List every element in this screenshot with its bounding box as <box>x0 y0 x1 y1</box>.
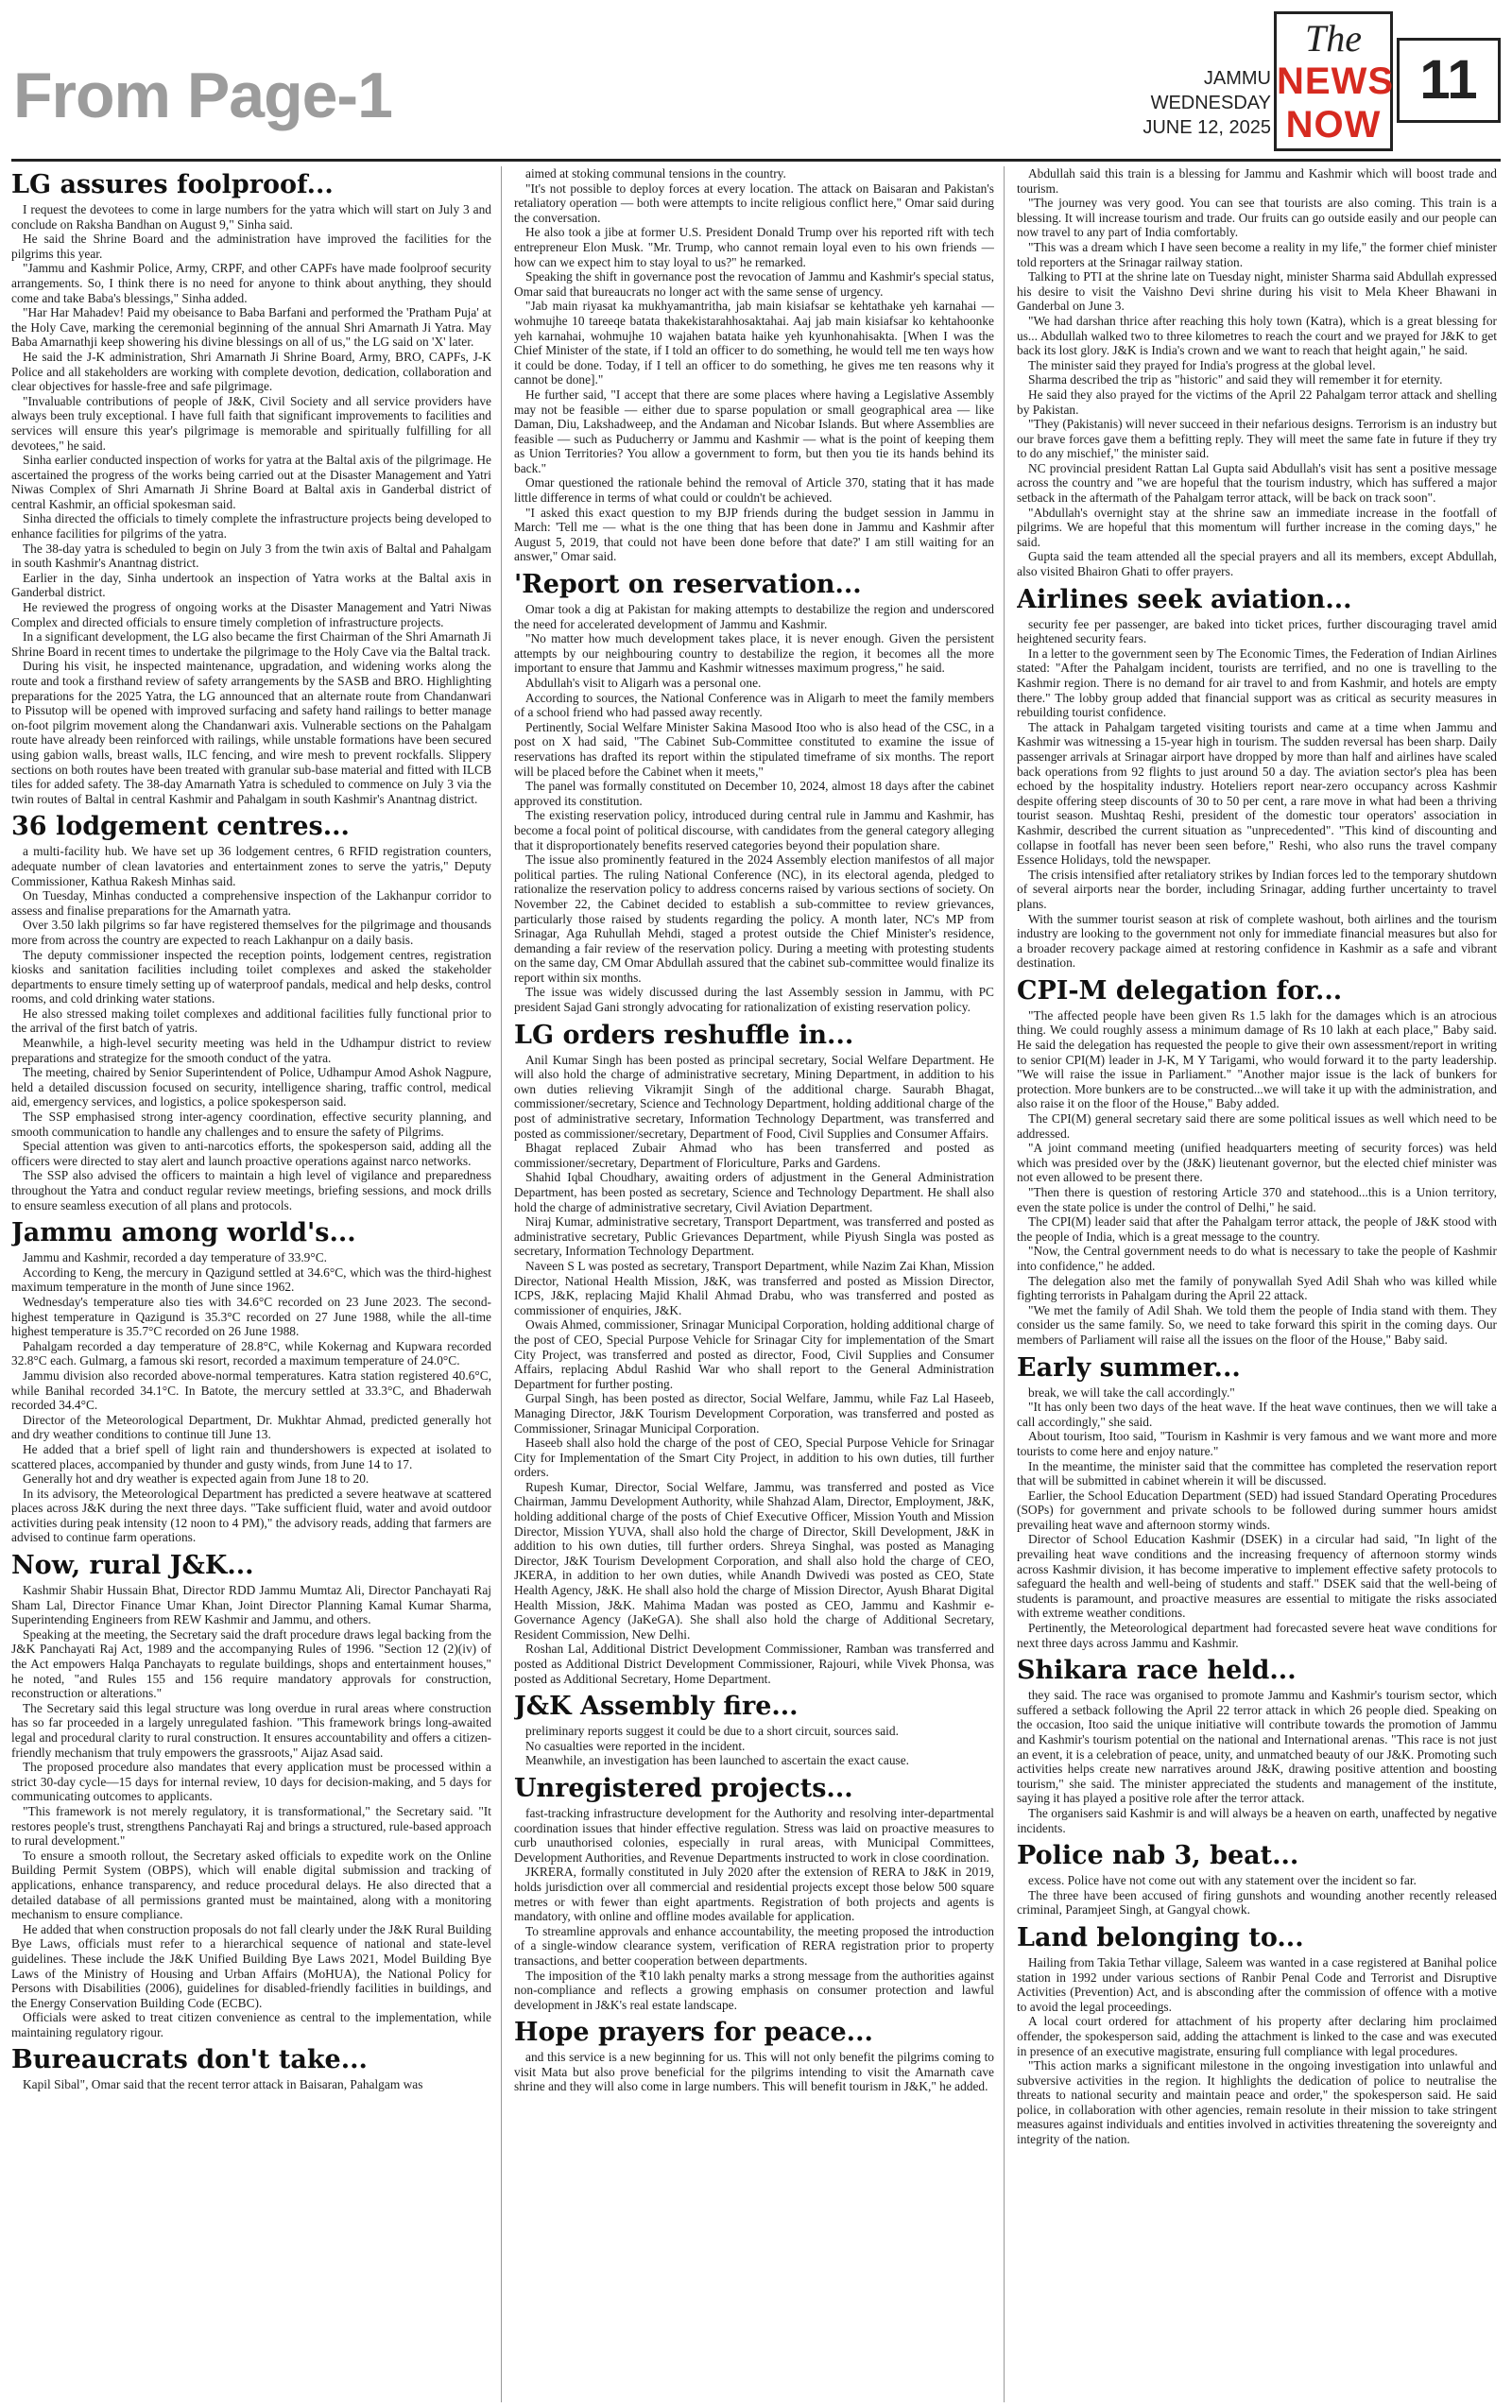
article-paragraph: Niraj Kumar, administrative secretary, Transport Department, was transferred and posted as administrative secretary, Public Grievances Department, while Piyush Singla was posted as secretary, Information Technology Department. <box>514 1214 994 1259</box>
article-paragraph: Officials were asked to treat citizen convenience as central to the implementation, while maintaining regulatory rigour. <box>11 2010 491 2039</box>
article-paragraph: "Abdullah's overnight stay at the shrine saw an immediate increase in the footfall of pilgrims. We are hopeful that this momentum will further increase in the coming days," he said. <box>1017 505 1497 549</box>
article <box>514 1692 994 1768</box>
article-headline: J&K Assembly fire... <box>514 1692 799 1722</box>
dateline-date: JUNE 12, 2025 <box>1143 117 1271 138</box>
article-headline: Police nab 3, beat... <box>1017 1841 1299 1871</box>
article-paragraph: Gurpal Singh, has been posted as director, Social Welfare, Jammu, while Faz Lal Haseeb, Managing Director, J&K Tourism Development Corporation, was transferred and posted as Commissioner, Srinagar Municipal Corporation. <box>514 1391 994 1436</box>
article-paragraph: Earlier, the School Education Department (SED) had issued Standard Operating Procedures (SOPs) for government and private schools to be followed during summer hours amidst prevailing heat wave and afternoon stormy winds. <box>1017 1488 1497 1532</box>
article-paragraph: JKRERA, formally constituted in July 2020 after the extension of RERA to J&K in 2019, holds jurisdiction over all commercial and residential projects except those below 500 square metres or with fewer than eight apartments. Registration of both projects and agents is mandatory, with online and offline modes available for application. <box>514 1865 994 1924</box>
masthead <box>0 0 1512 161</box>
article-paragraph: Bhagat replaced Zubair Ahmad who has been transferred and posted as commissioner/secretary, Department of Floriculture, Parks and Gardens. <box>514 1141 994 1170</box>
article <box>1017 1353 1497 1651</box>
article-paragraph: The existing reservation policy, introduced during central rule in Jammu and Kashmir, has become a focal point of political discourse, with candidates from the general category alleging that it disproportionately benefits reserved categories beyond their population share. <box>514 808 994 852</box>
article-paragraph: "They (Pakistanis) will never succeed in their nefarious designs. Terrorism is an industry but our brave forces gave them a befitting reply. They will meet the same fate in future if they try to do any mischief," the minister said. <box>1017 417 1497 461</box>
article-paragraph: Director of the Meteorological Department, Dr. Mukhtar Ahmad, predicted generally hot and dry weather conditions to continue till June 13. <box>11 1412 491 1442</box>
article-paragraph: The proposed procedure also mandates that every application must be processed within a strict 30-day cycle—15 days for internal review, 10 days for decision-making, and 5 days for communicating outcomes to applicants. <box>11 1760 491 1804</box>
article-paragraph: Special attention was given to anti-narcotics efforts, the spokesperson said, adding all the officers were directed to stay alert and launch proactive operations against narco networks. <box>11 1139 491 1168</box>
article-paragraph: The three have been accused of firing gunshots and wounding another recently released criminal, Paramjeet Singh, at Gangyal chowk. <box>1017 1887 1497 1918</box>
article-paragraph: With the summer tourist season at risk of complete washout, both airlines and the tourism industry are looking to the government not only for immediate financial measures but also for a broader recovery package aimed at restoring confidence in Kashmir as a safe and vibrant destination. <box>1017 911 1497 971</box>
article-paragraph: "It has only been two days of the heat wave. If the heat wave continues, then we will take a call accordingly," she said. <box>1017 1400 1497 1429</box>
article <box>11 170 491 806</box>
column-divider <box>1004 166 1005 2402</box>
article-paragraph: The minister said they prayed for India's progress at the global level. <box>1028 357 1376 372</box>
article-paragraph: Over 3.50 lakh pilgrims so far have registered themselves for the pilgrimage and thousands more from across the country are expected to reach Lakhanpur on a daily basis. <box>11 918 491 947</box>
article-paragraph: fast-tracking infrastructure development for the Authority and resolving inter-departmental coordination issues that hinder effective regulation. Stress was laid on proactive measures to curb unauthorised colonies, especially in rural areas, with Municipal Committees, Development Authorities, and Revenue Departments instructed to work in close coordination. <box>514 1805 994 1865</box>
article-paragraph: Naveen S L was posted as secretary, Transport Department, while Nazim Zai Khan, Mission Director, National Health Mission, J&K, was transferred and posted as Mission Director, ICPS, J&K, replacing Majid Khalil Ahmad Drabu, who was transferred and posted as commissioner of enquiries, J&K. <box>514 1258 994 1317</box>
article-headline: Bureaucrats don't take... <box>11 2045 368 2075</box>
article-paragraph: According to sources, the National Conference was in Aligarh to meet the family members of a school friend who had passed away recently. <box>514 690 994 720</box>
article-paragraph: The organisers said Kashmir is and will always be a heaven on earth, unaffected by negative incidents. <box>1017 1805 1497 1835</box>
article-headline: Airlines seek aviation... <box>1017 584 1352 614</box>
article-paragraph: "We had darshan thrice after reaching this holy town (Katra), which is a great blessing for us... Abdullah walked two to three kilometres to reach the court and we prayed for J&K to get back its lost glory. J&K is India's crown and we want to reach that height again," he said. <box>1017 313 1497 358</box>
article-paragraph: About tourism, Itoo said, "Tourism in Kashmir is very famous and we want more and more tourists to come here and enjoy nature." <box>1017 1429 1497 1458</box>
article <box>514 1774 994 2012</box>
article <box>1017 1923 1497 2147</box>
page-number: 11 <box>1397 38 1501 123</box>
article-headline: Land belonging to... <box>1017 1922 1304 1952</box>
article-headline: Jammu among world's... <box>11 1218 356 1248</box>
article-paragraph: He reviewed the progress of ongoing works at the Disaster Management and Yatri Niwas Complex and directed officials to ensure timely completion of infrastructure projects. <box>11 600 491 629</box>
article-paragraph: The panel was formally constituted on December 10, 2024, almost 18 days after the cabinet approved its constitution. <box>514 779 994 808</box>
article-paragraph: He said they also prayed for the victims of the April 22 Pahalgam terror attack and shelling by Pakistan. <box>1017 387 1497 417</box>
article-paragraph: "Jammu and Kashmir Police, Army, CRPF, and other CAPFs have made foolproof security arrangements. So, I think there is no need for anyone to think about anything, they should come and take Baba's blessings," Sinha added. <box>11 261 491 305</box>
article-paragraph: The issue was widely discussed during the last Assembly session in Jammu, with PC president Sajad Gani strongly advocating for rationalization of existing reservation policy. <box>514 985 994 1015</box>
article-paragraph: No casualties were reported in the incident. <box>525 1738 746 1753</box>
article-paragraph: He added that a brief spell of light rain and thundershowers is expected at isolated to scattered places, accompanied by thunder and gusty winds, from June 14 to 17. <box>11 1441 491 1471</box>
article-paragraph: On Tuesday, Minhas conducted a comprehensive inspection of the Lakhanpur corridor to assess and finalise preparations for the Amarnath yatra. <box>11 888 491 918</box>
article-paragraph: He said the J-K administration, Shri Amarnath Ji Shrine Board, Army, BRO, CAPFs, J-K Police and all stakeholders are working with complete devotion, dedication, collaboration and clear objectives for hassle-free and safe pilgrimage. <box>11 349 491 394</box>
article-paragraph: "Jab main riyasat ka mukhyamantritha, jab main kisiafsar se kehtathake yeh karnahai — wohmujhe 10 tareeqe batata thakekistarahhosaktahai. Aaj jab main kisiafsar ko kehtahoonke yeh karnahai, wohmujhe 10 wajahen batata haike yeh kyunhonahisakta. [When I was the Chief Minister of the state, if I told an officer to do something, he would tell me ten ways how it could be done. Today, if I tell an officer to do something, he gives me ten reasons why it cannot be done]." <box>514 299 994 387</box>
article-paragraph: He said the Shrine Board and the administration have improved the facilities for the pilgrims this year. <box>11 232 491 261</box>
article-paragraph: Abdullah's visit to Aligarh was a personal one. <box>525 676 762 690</box>
article-paragraph: preliminary reports suggest it could be due to a short circuit, sources said. <box>525 1724 899 1739</box>
newspaper-logo <box>1274 11 1393 151</box>
article-paragraph: Abdullah said this train is a blessing for Jammu and Kashmir which will boost trade and tourism. <box>1017 166 1497 196</box>
article <box>11 2045 491 2092</box>
dateline-city: JAMMU <box>1203 68 1271 89</box>
article-paragraph: The meeting, chaired by Senior Superintendent of Police, Udhampur Amod Ashok Nagpure, held a detailed discussion focused on security, intelligence sharing, traffic control, medical aid, emergency services, and logistics, a police spokesperson said. <box>11 1065 491 1109</box>
article <box>514 570 994 1015</box>
article-paragraph: Wednesday's temperature also ties with 34.6°C recorded on 23 June 2023. The second-highest temperature in Qazigund is 35.3°C recorded on 27 June 1988, while the all-time highest temperature is 35.7°C recorded on 26 June 1988. <box>11 1294 491 1339</box>
article <box>11 812 491 1213</box>
article-paragraph: "It's not possible to deploy forces at every location. The attack on Baisaran and Pakistan's retaliatory operation — both were attempts to incite religious conflict here," Omar said during the conversation. <box>514 181 994 225</box>
article-paragraph: "Now, the Central government needs to do what is necessary to take the people of Kashmir into confidence," he added. <box>1017 1244 1497 1273</box>
article-headline: LG orders reshuffle in... <box>514 1020 854 1050</box>
article <box>1017 166 1497 579</box>
article-paragraph: The Secretary said this legal structure was long overdue in rural areas where construction has so far proceeded in a largely unregulated fashion. "This framework brings long-awaited legal and procedural clarity to rural construction. It ensures accountability and offers a citizen-friendly mechanism that truly empowers the grassroots," Aijaz Asad said. <box>11 1700 491 1760</box>
article-paragraph: During his visit, he inspected maintenance, upgradation, and widening works along the route and took a firsthand review of safety arrangements by the SASB and BRO. Highlighting preparations for the 2025 Yatra, the LG announced that an alternate route from Chandanwari to Pissutop will be opened with improved surfacing and safety hand railings to better manage on-foot pilgrim movement along the Chandanwari axis. Vulnerable sections on the Pahalgam route have already been reinforced with railings, while unstable formations have been secured using gabion walls, breast walls, ILC fencing, and wire mesh to prevent rockfalls. Slippery sections on both routes have been treated with granular sub-base material and fitted with ILCB tiles for added safety. The 38-day Amarnath Yatra is scheduled to commence on July 3 via the twin routes of Baltal in central Kashmir and Pahalgam in south Kashmir's Anantnag district. <box>11 659 491 806</box>
article-paragraph: Anil Kumar Singh has been posted as principal secretary, Social Welfare Department. He will also hold the charge of administrative secretary, Mining Department, in addition to his own duties relieving Vikramjit Singh of the additional charge. Saurabh Bhagat, commissioner/secretary, Science and Technology Department, holding additional charge of the post of administrative secretary, Information Technology Department, was transferred and posted as commissioner/secretary, Department of Food, Civil Supplies and Consumer Affairs. <box>514 1052 994 1141</box>
article <box>1017 1656 1497 1835</box>
article-paragraph: The crisis intensified after retaliatory strikes by Indian forces led to the temporary shutdown of several airports near the border, including Srinagar, adding further uncertainty to travel plans. <box>1017 867 1497 911</box>
article-paragraph: Sinha earlier conducted inspection of works for yatra at the Baltal axis of the pilgrimage. He ascertained the progress of the works being carried out at the Disaster Management and Yatri Niwas Complex of Shri Amarnath Ji Shrine Board at Baltal axis in Ganderbal district of central Kashmir, an official spokesman said. <box>11 453 491 511</box>
article-paragraph: According to Keng, the mercury in Qazigund settled at 34.6°C, which was the third-highest maximum temperature in the month of June since 1962. <box>11 1264 491 1295</box>
article-headline: Unregistered projects... <box>514 1773 853 1803</box>
dateline <box>1129 66 1271 140</box>
article-paragraph: Roshan Lal, Additional District Development Commissioner, Ramban was transferred and posted as Additional District Development Commissioner, Rajouri, while Vivek Phonsa, was posted as Additional Secretary, Home Department. <box>514 1642 994 1686</box>
article-headline: Hope prayers for peace... <box>514 2018 873 2048</box>
article-paragraph: Kashmir Shabir Hussain Bhat, Director RDD Jammu Mumtaz Ali, Director Panchayati Raj Sham Lal, Director Finance Umar Khan, Joint Director Planning Kamal Kumar Sharma, Superintending Engineers from REW Kashmir and Jammu, and others. <box>11 1583 491 1627</box>
article-paragraph: Sinha directed the officials to timely complete the infrastructure projects being developed to enhance facilities for pilgrims of the yatra. <box>11 511 491 542</box>
article-paragraph: The delegation also met the family of ponywallah Syed Adil Shah who was killed while fighting terrorists in Pahalgam during the April 22 attack. <box>1017 1273 1497 1303</box>
article-paragraph: The CPI(M) general secretary said there are some political issues as well which need to be addressed. <box>1017 1111 1497 1141</box>
article-headline: 'Report on reservation... <box>514 570 862 600</box>
column-2 <box>514 166 994 2402</box>
article-paragraph: Earlier in the day, Sinha undertook an inspection of Yatra works at the Baltal axis in Ganderbal district. <box>11 570 491 600</box>
article <box>1017 1841 1497 1918</box>
article-paragraph: "This framework is not merely regulatory, it is transformational," the Secretary said. "It restores people's trust, strengthens Panchayati Raj and brings a structured, rule-based approach to rural development." <box>11 1803 491 1849</box>
article <box>514 166 994 564</box>
article-headline: Early summer... <box>1017 1352 1241 1383</box>
article-paragraph: Rupesh Kumar, Director, Social Welfare, Jammu, was transferred and posted as Vice Chairman, Jammu Development Authority, while Shahzad Alam, Director, Employment, J&K, holding additional charge of the posts of Chief Executive Officer, Mission Youth and Mission Director, Mission YUVA, shall also hold the charge of Director, Skill Development, J&K in addition to his own duties, till further orders. Shreya Singhal, was posted as Managing Director, J&K Tourism Development Corporation, and shall also hold the charge of CEO, JKERA, in addition to her own duties, while Anandh Dwivedi was posted as CEO, State Health Agency, J&K. He shall also hold the charge of Mission Director, Ayush Bharat Digital Health Mission, J&K. Mahima Madan was posted as CEO, Jammu and Kashmir e-Governance Agency (JaKeGA). She shall also hold the charge of Additional Secretary, Resident Commission, New Delhi. <box>514 1479 994 1642</box>
article-paragraph: "No matter how much development takes place, it is never enough. Given the persistent attempts by our neighbouring country to destabilize the region, it becomes all the more important to ensure that Jammu and Kashmir witnesses maximum progress," he said. <box>514 631 994 676</box>
article-paragraph: Omar questioned the rationale behind the removal of Article 370, stating that it has made little difference in terms of what could or couldn't be achieved. <box>514 475 994 506</box>
article-paragraph: excess. Police have not come out with any statement over the incident so far. <box>1028 1873 1417 1888</box>
article-paragraph: and this service is a new beginning for us. This will not only benefit the pilgrims coming to visit Mata but also prove beneficial for the pilgrims intending to visit the Amarnath cave shrine and they will also come in large numbers. This will benefit tourism in J&K," he added. <box>514 2050 994 2094</box>
article-paragraph: "Har Har Mahadev! Paid my obeisance to Baba Barfani and performed the 'Pratham Puja' at the Holy Cave, marking the ceremonial beginning of the annual Shri Amarnath Ji Yatra. May Baba Amarnathji keep showering his divine blessings on all of us," the LG said on 'X' later. <box>11 305 491 350</box>
column-divider <box>501 166 502 2402</box>
article-paragraph: Haseeb shall also hold the charge of the post of CEO, Special Purpose Vehicle for Srinagar City for Implementation of the Smart City Project, in addition to his own duties, till further orders. <box>514 1436 994 1480</box>
article-paragraph: The imposition of the ₹10 lakh penalty marks a strong message from the authorities against non-compliance and reflects a growing emphasis on consumer protection and lawful development in J&K's real estate landscape. <box>514 1968 994 2012</box>
article <box>1017 585 1497 971</box>
dateline-weekday: WEDNESDAY <box>1150 93 1271 113</box>
article <box>1017 976 1497 1348</box>
article-paragraph: The 38-day yatra is scheduled to begin on July 3 from the twin axis of Baltal and Pahalgam in south Kashmir's Anantnag district. <box>11 541 491 571</box>
article-paragraph: Pertinently, the Meteorological department had forecasted severe heat wave conditions for next three days across Jammu and Kashmir. <box>1017 1621 1497 1650</box>
article-paragraph: To ensure a smooth rollout, the Secretary asked officials to expedite work on the Online Building Permit System (OBPS), which will enable digital submission and tracking of applications, enhance transparency, and reduce procedural delays. He also directed that a detailed database of all permissions granted must be maintained, along with a monitoring mechanism to ensure compliance. <box>11 1848 491 1922</box>
article-paragraph: He also stressed making toilet complexes and additional facilities fully functional prior to the arrival of the first batch of yatris. <box>11 1006 491 1036</box>
article-paragraph: To streamline approvals and enhance accountability, the meeting proposed the introduction of a single-window clearance system, verification of RERA registration prior to property transactions, and better cooperation between departments. <box>514 1923 994 1968</box>
article-paragraph: He also took a jibe at former U.S. President Donald Trump over his reported rift with tech entrepreneur Elon Musk. "Mr. Trump, who cannot remain loyal even to his own friends — how can we expect him to stay loyal to us?" he remarked. <box>514 225 994 269</box>
logo-news: NEWS <box>1277 60 1394 102</box>
article-paragraph: "This was a dream which I have seen become a reality in my life," the former chief minister told reporters at the Srinagar railway station. <box>1017 239 1497 269</box>
article <box>11 1551 491 2039</box>
article-paragraph: Speaking at the meeting, the Secretary said the draft procedure draws legal backing from the J&K Panchayati Raj Act, 1989 and the accompanying Rules of 1996. "Section 12 (2)(iv) of the Act empowers Halqa Panchayats to regulate buildings, shops and entertainment houses," he noted, "and Rules 155 and 156 require mandatory approvals for construction, reconstruction or alterations." <box>11 1626 491 1701</box>
article-paragraph: The attack in Pahalgam targeted visiting tourists and came at a time when Jammu and Kashmir was witnessing a 15-year high in tourism. The sudden reversal has been sharp. Daily passenger arrivals at Srinagar airport have dropped by more than half and airlines have scaled back operations from 92 flights to just around 50 a day. The aviation sector's plea has been echoed by the hospitality industry. Hoteliers report near-zero occupancy across Kashmir despite offering steep discounts of 30 to 50 per cent, a rare move in what had been a thriving tourist season. Mushtaq Reshi, president of the domestic tour operators' association in Kashmir, described the current situation as "unprecedented". "This kind of discounting and collapse in footfall has never been seen before," Reshi, who also runs the travel company Essence Holidays, told the newspaper. <box>1017 719 1497 868</box>
article-paragraph: NC provincial president Rattan Lal Gupta said Abdullah's visit has sent a positive message across the country and "we are hopeful that the tourism industry, which has suffered a major setback in the aftermath of the Pahalgam terror attack, will be back on track soon". <box>1017 460 1497 506</box>
article-paragraph: Pertinently, Social Welfare Minister Sakina Masood Itoo who is also head of the CSC, in a post on X had said, "The Cabinet Sub-Committee constituted to examine the issue of reservations has drafted its report within the stipulated timeframe of six months. The report will be placed before the Cabinet when it meets," <box>514 719 994 779</box>
article-paragraph: In the meantime, the minister said that the committee has completed the reservation report that will be submitted in cabinet wherein it will be discussed. <box>1017 1458 1497 1488</box>
article <box>514 2018 994 2094</box>
article-paragraph: The SSP emphasised strong inter-agency coordination, effective security planning, and smooth communication to handle any challenges and to ensure the safety of Pilgrims. <box>11 1109 491 1139</box>
article-paragraph: The issue also prominently featured in the 2024 Assembly election manifestos of all major political parties. The ruling National Conference (NC), in its electoral agenda, pledged to rationalize the reservation policy to address concerns raised by various sections of society. On November 22, the Cabinet decided to establish a sub-committee to review grievances, particularly those raised by students regarding the policy. A month later, NC's MP from Srinagar, Aga Ruhullah Mehdi, staged a protest outside the Chief Minister's residence, demanding a fair review of the reservation policy. During a meeting with protesting students on the same day, CM Omar Abdullah assured that the cabinet sub-committee would finalize its report within six months. <box>514 852 994 985</box>
article-paragraph: He further said, "I accept that there are some places where having a Legislative Assembly may not be feasible — either due to sparse population or small geographical area — like Daman, Diu, Lakshadweep, and the Andaman and Nicobar Islands. But where Assemblies are feasible — such as Puducherry or Jammu and Kashmir — what is the point of keeping them as Union Territories? You allow a government to form, but then you tie its hands behind its back." <box>514 387 994 475</box>
article-paragraph: Omar took a dig at Pakistan for making attempts to destabilize the region and underscored the need for accelerated development of Jammu and Kashmir. <box>514 602 994 631</box>
article-paragraph: "Invaluable contributions of people of J&K, Civil Society and all service providers have always been truly exceptional. I have full faith that significant improvements to facilities and services will ensure this year's pilgrimage is memorable and spiritually fulfilling for all devotees," he said. <box>11 393 491 453</box>
article-paragraph: Jammu division also recorded above-normal temperatures. Katra station registered 40.6°C, while Banihal recorded 34.1°C. In Batote, the mercury settled at 33.3°C, and Bhaderwah recorded 34.4°C. <box>11 1367 491 1413</box>
article-paragraph: In its advisory, the Meteorological Department has predicted a severe heatwave at scattered places across J&K during the next three days. "Take sufficient fluid, water and avoid outdoor activities during peak intensity (12 noon to 4 PM)," the advisory reads, adding that farmers are advised to continue farm operations. <box>11 1486 491 1545</box>
article-paragraph: "Then there is question of restoring Article 370 and statehood...this is a Union territory, even the state police is under the control of Delhi," he said. <box>1017 1185 1497 1214</box>
article-paragraph: In a significant development, the LG also became the first Chairman of the Shri Amarnath Ji Shrine Board in recent times to undertake the pilgrimage to the Holy Cave via the Baltal track. <box>11 629 491 659</box>
article-paragraph: "This action marks a significant milestone in the ongoing investigation into unlawful and subversive activities in the region. It highlights the dedication of police to neutralise the threats to national security and maintain peace and order," the spokesperson said. He said police, in collaboration with other agencies, remain resolute in their mission to take stringent measures against individuals and entities involved in activities threatening the sovereignty and integrity of the nation. <box>1017 2058 1497 2147</box>
article-paragraph: A local court ordered for attachment of his property after declaring him proclaimed offender, the spokesperson said, adding the attachment is linked to the case and was executed in presence of an executive magistrate, ensuring full compliance with legal procedures. <box>1017 2014 1497 2058</box>
article-paragraph: I request the devotees to come in large numbers for the yatra which will start on July 3 and conclude on Raksha Bandhan on August 9," Sinha said. <box>11 202 491 232</box>
article-paragraph: "A joint command meeting (unified headquarters meeting of security forces) was held which was presided over by the (J&K) lieutenant governor, but the elected chief minister was not even allowed to be present there. <box>1017 1141 1497 1185</box>
article-paragraph: "The journey was very good. You can see that tourists are also coming. This train is a blessing. It will increase tourism and trade. Our fruits can go outside easily and our people can now travel to any part of India comfortably. <box>1017 196 1497 240</box>
article-headline: Now, rural J&K... <box>11 1551 254 1581</box>
article-paragraph: Talking to PTI at the shrine late on Tuesday night, minister Sharma said Abdullah expressed his desire to visit the Vaishno Devi shrine during his visit to Mela Kheer Bhawani in Ganderbal on June 3. <box>1017 269 1497 314</box>
article-paragraph: Generally hot and dry weather is expected again from June 18 to 20. <box>23 1471 369 1487</box>
column-3 <box>1017 166 1497 2402</box>
article-paragraph: Sharma described the trip as "historic" and said they will remember it for eternity. <box>1028 372 1443 387</box>
article-paragraph: Jammu and Kashmir, recorded a day temperature of 33.9°C. <box>23 1250 327 1265</box>
article-paragraph: Gupta said the team attended all the special prayers and all its members, except Abdullah, also visited Bhairon Ghati to offer prayers. <box>1017 549 1497 579</box>
article-paragraph: In a letter to the government seen by The Economic Times, the Federation of Indian Airlines stated: "After the Pahalgam incident, tourists are terrified, and no one is travelling to the Kashmir region. There is no demand for air travel to and from Kashmir, and hotels are empty there." The lobby group added that financial support was as critical as security measures in rebuilding tourist confidence. <box>1017 645 1497 720</box>
article-paragraph: The SSP also advised the officers to maintain a high level of vigilance and preparedness throughout the Yatra and conduct regular review meetings, briefing sessions, and mock drills to ensure seamless execution of all plans and protocols. <box>11 1168 491 1213</box>
article-paragraph: they said. The race was organised to promote Jammu and Kashmir's tourism sector, which suffered a setback following the April 22 terror attack in which 26 people died. Speaking on the occasion, Itoo said the unique initiative will contribute towards the promotion of Jammu and Kashmir's tourism potential on the national and International arenas. "This race is not just an event, it is a celebration of peace, unity, and unmatched beauty of our J&K. Promoting such activities helps create new narratives around J&K, drawing positive attention and boosting tourism," she said. The minister appreciated the students and management of the institute, saying it has played a positive role after the terror attack. <box>1017 1688 1497 1806</box>
article-headline: Shikara race held... <box>1017 1656 1297 1686</box>
article-paragraph: Shahid Iqbal Choudhary, awaiting orders of adjustment in the General Administration Department, has been posted as secretary, Science and Technology Department. He shall also hold the charge of administrative secretary, Civil Aviation Department. <box>514 1170 994 1214</box>
logo-the: The <box>1305 17 1362 60</box>
article-paragraph: He added that when construction proposals do not fall clearly under the J&K Rural Building Bye Laws, officials must refer to a hierarchical sequence of national and state-level guidelines. These include the J&K Unified Building Bye Laws 2021, Model Building Bye Laws of the Ministry of Housing and Urban Affairs (MoHUA), the National Policy for Persons with Disabilities (2006), guidelines for disabled-friendly facilities in buildings, and the Energy Conservation Building Code (ECBC). <box>11 1921 491 2010</box>
article-paragraph: security fee per passenger, are baked into ticket prices, further discouraging travel amid heightened security fears. <box>1017 616 1497 646</box>
article-paragraph: Pahalgam recorded a day temperature of 28.8°C, while Kokernag and Kupwara recorded 32.8°C each. Gulmarg, a famous ski resort, recorded a maximum temperature of 24.0°C. <box>11 1338 491 1368</box>
article <box>11 1218 491 1545</box>
article-paragraph: The CPI(M) leader said that after the Pahalgam terror attack, the people of J&K stood with the people of India, which is a great message to the country. <box>1017 1214 1497 1244</box>
logo-now: NOW <box>1285 104 1382 146</box>
article-paragraph: Speaking the shift in governance post the revocation of Jammu and Kashmir's special status, Omar said that bureaucrats no longer act with the same sense of urgency. <box>514 269 994 299</box>
article-paragraph: "We met the family of Adil Shah. We told them the people of India stand with them. They consider us the same family. So, we need to take forward this spirit in the coming days. Our members of Parliament will raise all the issues on the floor of the House," Baby said. <box>1017 1302 1497 1347</box>
article-paragraph: The deputy commissioner inspected the reception points, lodgement centres, registration kiosks and sanitation facilities including toilet complexes and asked the stakeholder departments to ensure timely setting up of waterproof pandals, medical and help desks, control rooms, and cold drinking water stations. <box>11 947 491 1006</box>
article-paragraph: Meanwhile, a high-level security meeting was held in the Udhampur district to review preparations and strategize for the smooth conduct of the yatra. <box>11 1036 491 1065</box>
article-paragraph: Owais Ahmed, commissioner, Srinagar Municipal Corporation, holding additional charge of the post of CEO, Special Purpose Vehicle for Srinagar City for implementation of the Smart City Project, was transferred and posted as director, Food, Civil Supplies and Consumer Affairs, replacing Abdul Rashid War who shall report to the General Administration Department for further posting. <box>514 1317 994 1391</box>
article-paragraph: "The affected people have been given Rs 1.5 lakh for the damages which is an atrocious thing. We could roughly assess a minimum damage of Rs 10 lakh at each place," Baby said. He said the delegation has requested the people to give their own assessment/report in writing to senior CPI(M) leader in J-K, M Y Tarigami, who would forward it to the party leadership. "We will raise the issue in Parliament." "Another major issue is the lack of bunkers for protection. More bunkers are to be constructed...we will take it up with the administration, and also raise it on the floor of the House," Baby added. <box>1017 1007 1497 1111</box>
article-paragraph: a multi-facility hub. We have set up 36 lodgement centres, 6 RFID registration counters, adequate number of clean lavatories and entertainment zones to serve the yatris," Deputy Commissioner, Kathua Rakesh Minhas said. <box>11 844 491 888</box>
masthead-rule <box>11 159 1501 162</box>
article-headline: CPI-M delegation for... <box>1017 975 1343 1006</box>
article-paragraph: Kapil Sibal", Omar said that the recent terror attack in Baisaran, Pahalgam was <box>23 2077 423 2092</box>
article-headline: 36 lodgement centres... <box>11 812 350 842</box>
article <box>514 1021 994 1687</box>
column-1 <box>11 166 491 2402</box>
article-paragraph: Meanwhile, an investigation has been launched to ascertain the exact cause. <box>525 1753 910 1768</box>
article-paragraph: aimed at stoking communal tensions in the country. <box>525 166 786 181</box>
article-paragraph: break, we will take the call accordingly." <box>1028 1385 1235 1400</box>
article-headline: LG assures foolproof... <box>11 170 334 199</box>
section-title: From Page-1 <box>13 60 392 131</box>
article-paragraph: "I asked this exact question to my BJP friends during the budget session in Jammu in March: 'Tell me — what is the one thing that has been done in Jammu and Kashmir after August 5, 2019, that could not have been done before that date?' I am still waiting for an answer," Omar said. <box>514 505 994 564</box>
article-paragraph: Hailing from Takia Tethar village, Saleem was wanted in a case registered at Banihal police station in 1992 under various sections of Ranbir Penal Code and Terrorist and Disruptive Activities (Prevention) Act, and is absconding after the commission of offence with a motive to avoid the legal proceedings. <box>1017 1954 1497 2014</box>
article-paragraph: Director of School Education Kashmir (DSEK) in a circular had said, "In light of the prevailing heat wave conditions and the increasing frequency of afternoon stormy winds across Kashmir division, it has become imperative to implement effective safety protocols to safeguard the health and well-being of students and staff." DSEK said that the well-being of students is paramount, and proactive measures are essential to mitigate the risks associated with extreme weather conditions. <box>1017 1532 1497 1621</box>
